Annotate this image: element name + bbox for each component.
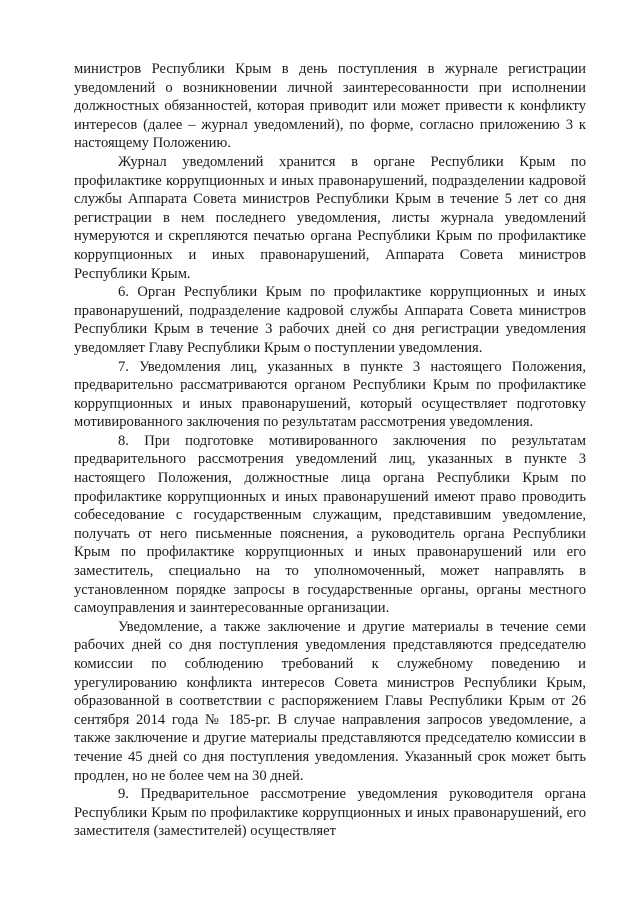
paragraph-item-9: 9. Предварительное рассмотрение уведомления руководителя органа Республики Крым по профилактике коррупционных и иных правонарушений, его заместителя (заместителей) осуществляет [74,786,586,840]
document-body [74,60,586,841]
paragraph-journal-storage: Журнал уведомлений хранится в органе Республики Крым по профилактике коррупционных и иных правонарушений, подразделении кадровой службы Аппарата Совета министров Республики Крым в течение 5 лет со дня регистрации в нем последнего уведомления, листы журнала уведомлений нумеруются и скрепляются печатью органа Республики Крым по профилактике коррупционных и иных правонарушений, Аппарата Совета министров Республики Крым. [74,153,586,282]
paragraph-journal-registration: министров Республики Крым в день поступления в журнале регистрации уведомлений о возникновении личной заинтересованности при исполнении должностных обязанностей, которая приводит или может привести к конфликту интересов (далее – журнал уведомлений), по форме, согласно приложению 3 к настоящему Положению. [74,61,586,152]
paragraph-item-7: 7. Уведомления лиц, указанных в пункте 3 настоящего Положения, предварительно рассматриваются органом Республики Крым по профилактике коррупционных и иных правонарушений, который осуществляет подготовку мотивированного заключения по результатам рассмотрения уведомления. [74,358,586,431]
paragraph-item-8: 8. При подготовке мотивированного заключения по результатам предварительного рассмотрения уведомлений лиц, указанных в пункте 3 настоящего Положения, должностные лица органа Республики Крым по профилактике коррупционных и иных правонарушений имеют право проводить собеседование с государственным служащим, представившим уведомление, получать от него письменные пояснения, а руководитель органа Республики Крым по профилактике коррупционных и иных правонарушений или его заместитель, специально на то уполномоченный, может направлять в установленном порядке запросы в государственные органы, органы местного самоуправления и заинтересованные организации. [74,432,586,617]
paragraph-item-6: 6. Орган Республики Крым по профилактике коррупционных и иных правонарушений, подразделение кадровой службы Аппарата Совета министров Республики Крым в течение 3 рабочих дней со дня регистрации уведомления уведомляет Главу Республики Крым о поступлении уведомления. [74,284,586,356]
paragraph-materials-submission: Уведомление, а также заключение и другие материалы в течение семи рабочих дней со дня поступления уведомления представляются председателю комиссии по соблюдению требований к служебному поведению и урегулированию конфликта интересов Совета министров Республики Крым, образованной в соответствии с распоряжением Главы Республики Крым от 26 сентября 2014 года № 185-рг. В случае направления запросов уведомление, а также заключение и другие материалы представляются председателю комиссии в течение 45 дней со дня поступления уведомления. Указанный срок может быть продлен, но не более чем на 30 дней. [74,618,586,784]
